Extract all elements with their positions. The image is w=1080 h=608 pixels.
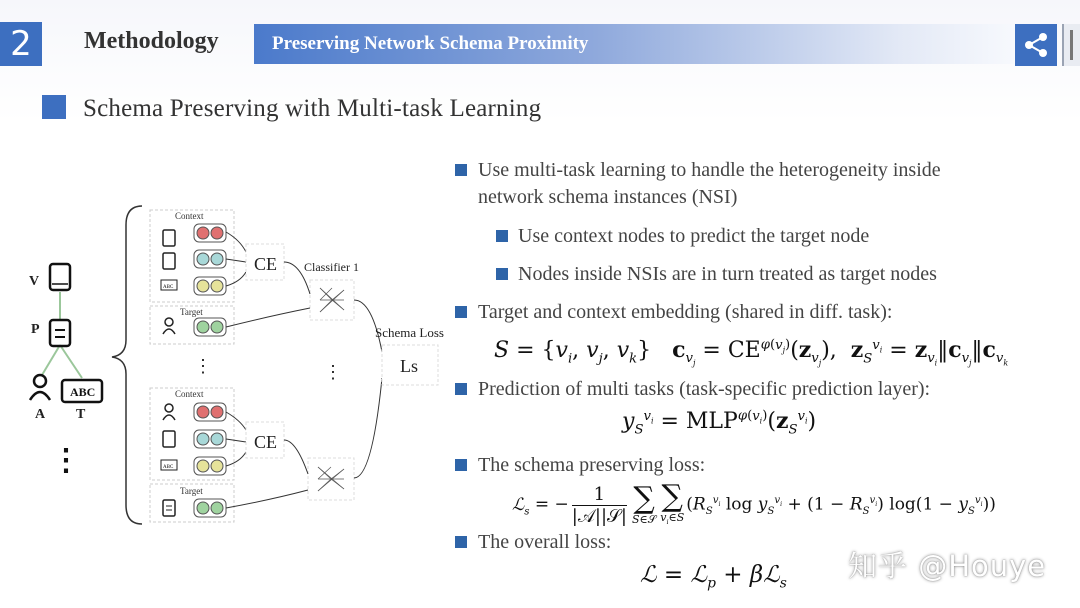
node-t-label: T	[76, 407, 86, 422]
embedding-equation: $S = \{v_i$, $v_j$, $v_k$} $c_{v_j} = CE^{\varphi(v_j)}(z_{v_j})$, $z_S^{v_i}$ = $z_{v_i}‖c_{v_j}‖c_{v_k}$	[494, 337, 1009, 369]
share-icon	[1015, 24, 1057, 66]
target-label-bottom: Target	[180, 486, 203, 496]
task-group-top	[150, 210, 359, 344]
share-button[interactable]	[1015, 24, 1057, 66]
schema-loss-label: Schema Loss	[375, 325, 444, 340]
section-number: 2	[0, 22, 42, 66]
ellipsis-mid: ⋮	[324, 362, 342, 382]
prediction-equation: $y_S^{v_i} = MLP^{\varphi(v_i)}(z_S^{v_i})$	[622, 408, 817, 438]
context-label-bottom: Context	[175, 389, 204, 399]
node-v-label: V	[29, 274, 40, 289]
target-label-top: Target	[180, 307, 203, 317]
svg-text:ABC: ABC	[163, 465, 174, 470]
bullet-3: Prediction of multi tasks (task-specific prediction layer):	[478, 378, 931, 400]
banner-title: Preserving Network Schema Proximity	[272, 33, 589, 54]
side-scroll-tab[interactable]	[1062, 24, 1080, 66]
bullet-4: The schema preserving loss:	[478, 454, 706, 476]
venue-icon	[50, 264, 70, 290]
ellipsis-left: ⋮	[194, 356, 212, 376]
bullet-1-line-1: Use multi-task learning to handle the heterogeneity inside	[478, 159, 941, 181]
task-group-bottom	[150, 388, 354, 522]
ls-label: Ls	[400, 356, 418, 376]
schema-graph	[29, 264, 102, 477]
bullet-marker	[455, 536, 467, 548]
paper-icon	[50, 320, 70, 346]
bullet-marker	[455, 306, 467, 318]
schema-ellipsis: ⋮	[51, 444, 81, 477]
sub-bullet-2: Nodes inside NSIs are in turn treated as target nodes	[518, 263, 937, 285]
context-label-top: Context	[175, 211, 204, 221]
author-icon	[34, 375, 46, 387]
framework-diagram	[0, 195, 450, 540]
abc-label: ABC	[70, 385, 96, 399]
schema-loss-equation: ℒ$_s$ = − $\frac{1}{\text{|𝒜||𝒮|}}$ ∑ S∈𝒮 ∑ $v_i\in S$ ($R_S^{v_i}$ $\log y_S^{v_i} + (1 - R_S^{v_i}) \log(1 - y_S^{v_i})$)	[512, 479, 996, 527]
bullet-marker	[455, 164, 467, 176]
watermark: 知乎 @Houye	[848, 549, 1047, 583]
bullet-marker	[455, 459, 467, 471]
svg-text:ABC: ABC	[163, 285, 174, 290]
bullet-5: The overall loss:	[478, 531, 612, 553]
subtitle-bullet	[42, 95, 66, 119]
sub-bullet-1: Use context nodes to predict the target node	[518, 225, 870, 247]
group-brace	[112, 206, 142, 524]
bullet-1-line-2: network schema instances (NSI)	[478, 186, 738, 208]
node-a-label: A	[35, 407, 46, 422]
overall-loss-equation: ℒ = ℒ$_p$ + βℒ$_s$	[640, 562, 787, 592]
ce-label-top: CE	[254, 254, 278, 274]
bullet-2: Target and context embedding (shared in diff. task):	[478, 301, 893, 323]
classifier-label: Classifier 1	[304, 260, 359, 274]
slide-subtitle: Schema Preserving with Multi-task Learning	[83, 95, 542, 122]
sub-bullet-marker	[496, 268, 508, 280]
ce-label-bottom: CE	[254, 432, 278, 452]
section-title: Methodology	[84, 28, 219, 54]
bullet-marker	[455, 383, 467, 395]
node-p-label: P	[31, 322, 40, 337]
sub-bullet-marker	[496, 230, 508, 242]
